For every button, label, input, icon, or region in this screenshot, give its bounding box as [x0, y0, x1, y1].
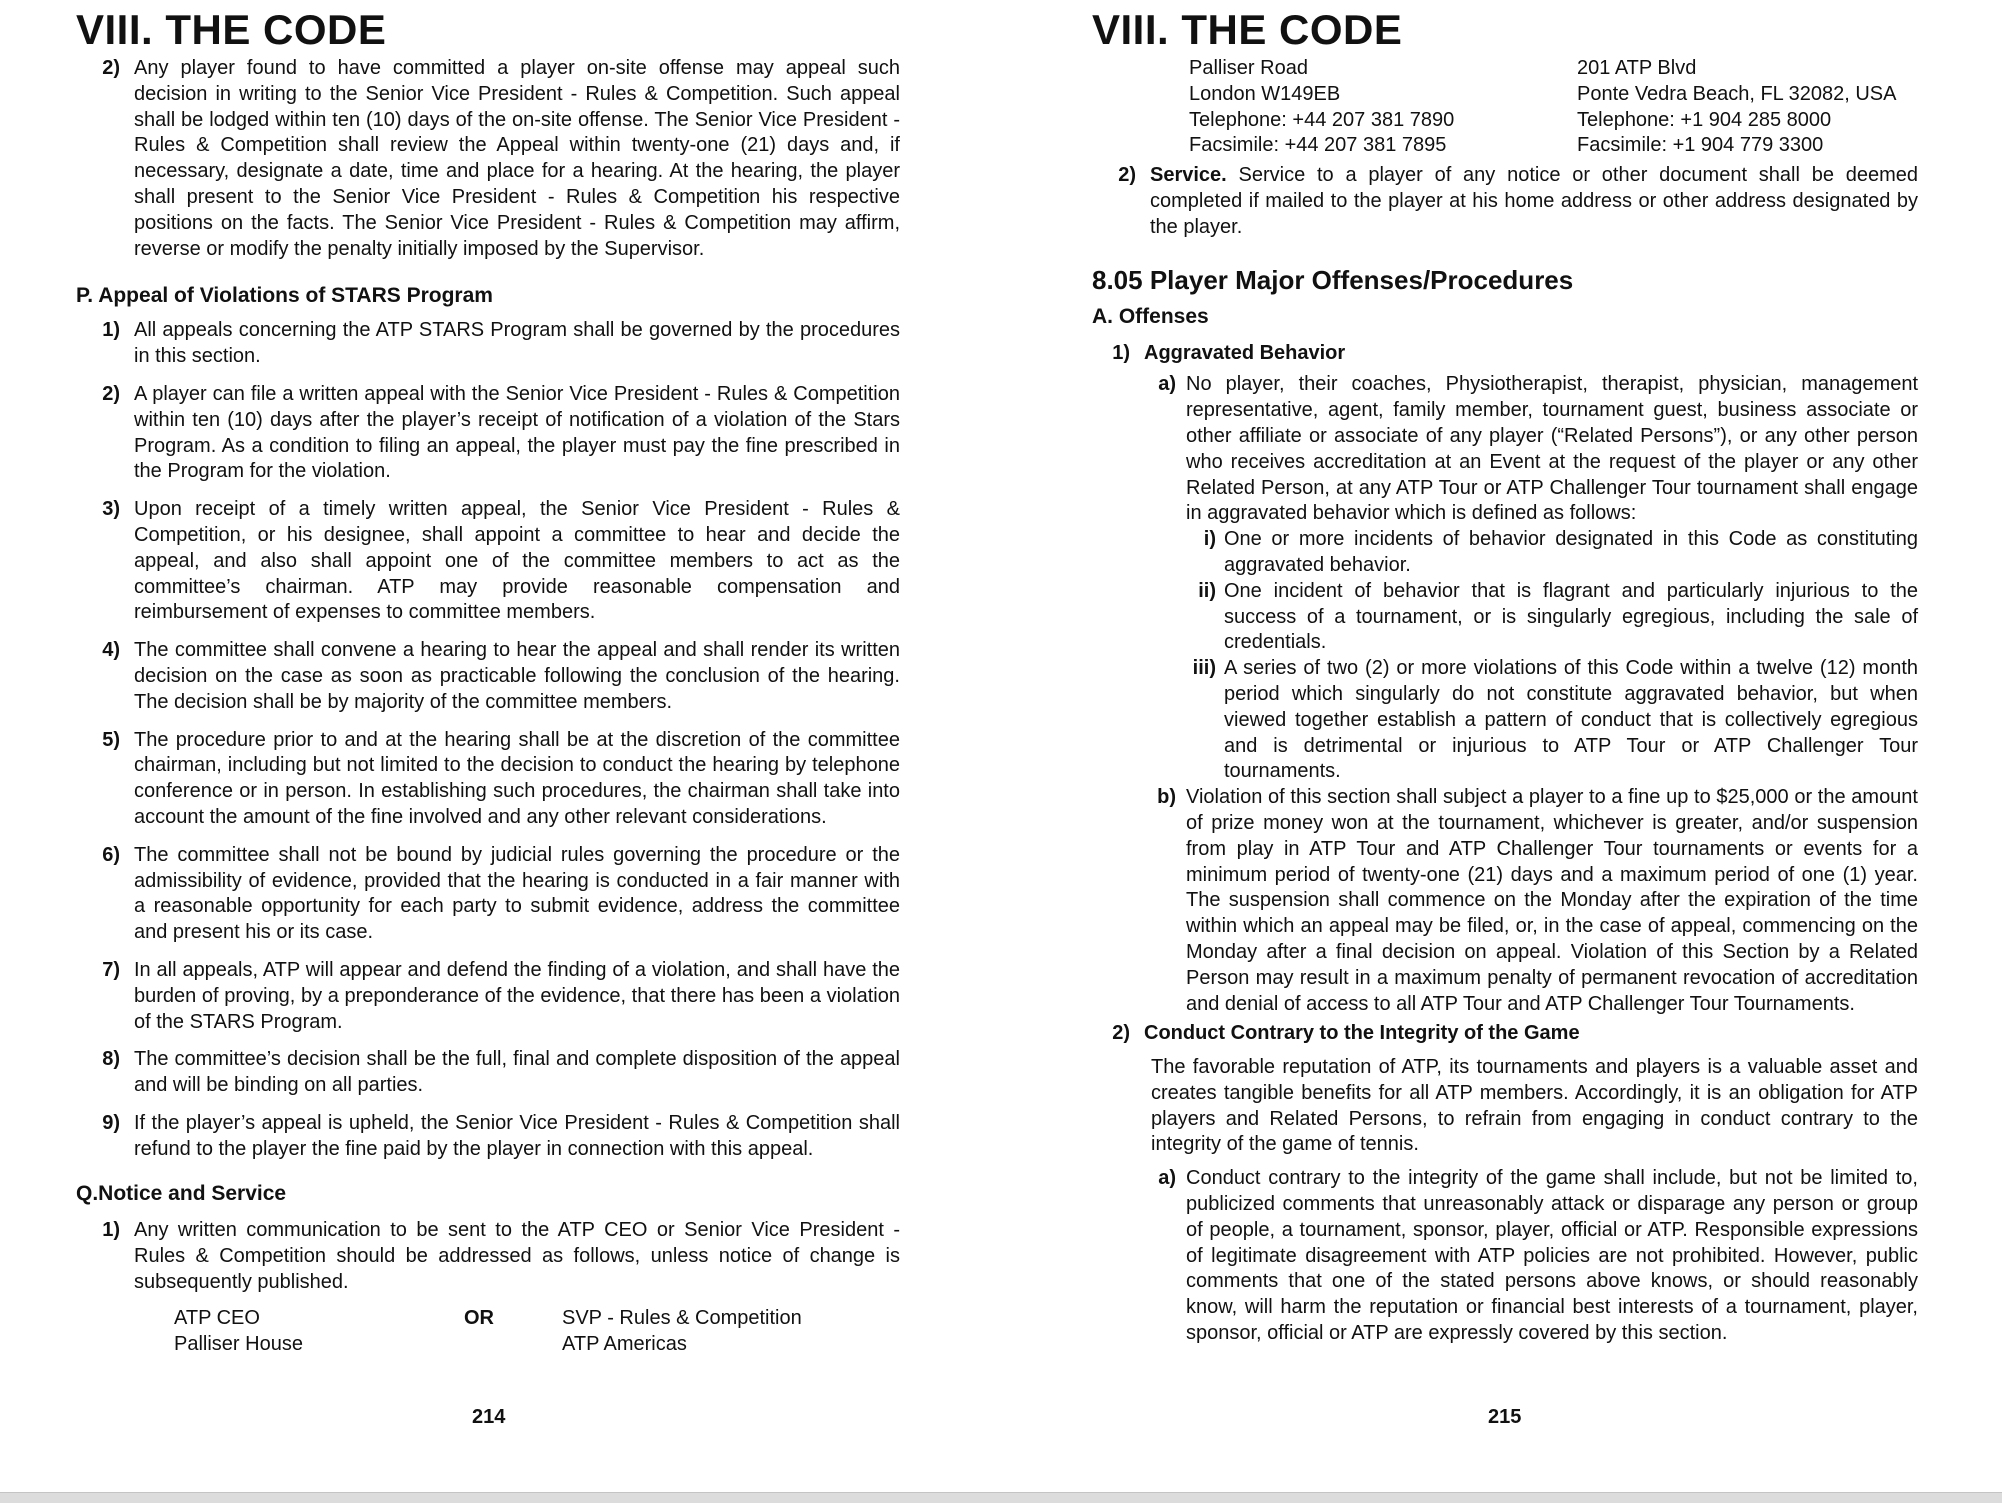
item-number: 2): [1118, 164, 1136, 187]
item-text: Upon receipt of a timely written appeal, the Senior Vice President - Rules & Competition, or his designee, shall appoint a committee to hear and decide the appeal, and also shall appoint one of the committee members to act as the committee’s chairman. ATP may provide reasonable compensation and reimbursement of expenses to committee members.: [134, 498, 900, 624]
item-number: 1): [102, 1219, 120, 1242]
item-text: Any written communication to be sent to the ATP CEO or Senior Vice President - Rules & Competition should be addressed as follows, unless notice of change is subsequently published.: [134, 1219, 900, 1294]
item-number: 8): [102, 1048, 120, 1071]
item-title: Aggravated Behavior: [1144, 341, 1346, 364]
conduct-list: [1144, 1166, 1918, 1347]
address-line: Telephone: +1 904 285 8000: [1577, 108, 1832, 131]
item-text: Violation of this section shall subject a player to a fine up to $25,000 or the amount of prize money won at the tournament, whichever is greater, and/or suspension from play in ATP Tour and ATP Challenger Tour tournaments or events for a minimum period of twenty-one (21) days and a maximum period of one (1) year. The suspension shall commence on the Monday after the expiration of the time within which an appeal may be filed, or, in the case of appeal, commencing on the Monday after a final decision on appeal. Violation of this Section by a Related Person may result in a maximum penalty of permanent revocation of accreditation and denial of access to all ATP Tour and ATP Challenger Tour Tournaments.: [1186, 786, 1918, 1015]
item-number: 5): [102, 728, 120, 751]
list-item: [1144, 785, 1918, 1017]
item-text: All appeals concerning the ATP STARS Program shall be governed by the procedures in this section.: [134, 319, 900, 368]
item-number: 2): [102, 57, 120, 79]
item-text: If the player’s appeal is upheld, the Senior Vice President - Rules & Competition shall refund to the player the fine paid by the player in connection with this appeal.: [134, 1111, 900, 1160]
list-item: [76, 843, 900, 946]
item-number: a): [1158, 373, 1176, 396]
item-text: One incident of behavior that is flagrant and particularly injurious to the success of a tournament, or is singularly egregious, including the sale of credentials.: [1224, 579, 1918, 654]
list-item: [76, 1047, 900, 1099]
left-page: [76, 0, 900, 1490]
item-number: 4): [102, 639, 120, 662]
list-item: [76, 728, 900, 831]
list-item: [76, 382, 900, 485]
section-title-p: P. Appeal of Violations of STARS Program: [76, 284, 493, 308]
address-line: ATP Americas: [562, 1332, 687, 1355]
section-heading: 8.05 Player Major Offenses/Procedures: [1092, 264, 1574, 295]
address-block: [174, 1306, 900, 1358]
address-line: ATP CEO: [174, 1306, 260, 1329]
right-page: [1092, 0, 1918, 1490]
item-number: 6): [102, 843, 120, 866]
item-number: 7): [102, 958, 120, 981]
item-text: In all appeals, ATP will appear and defend the finding of a violation, and shall have the burden of proving, by a preponderance of the evidence, that there has been a violation of the STARS Program.: [134, 958, 900, 1033]
item-text: Any player found to have committed a player on-site offense may appeal such decision in writing to the Senior Vice President - Rules & Competition. Such appeal shall be lodged within ten (10) days of the on-site offense. The Senior Vice President - Rules & Competition shall review the Appeal within twenty-one (21) days and, if necessary, designate a date, time and place for a hearing. At the hearing, the player shall present to the Senior Vice President - Rules & Competition his respective positions on the facts. The Senior Vice President - Rules & Competition may affirm, reverse or modify the penalty initially imposed by the Supervisor.: [134, 57, 900, 260]
item-text: A series of two (2) or more violations of this Code within a twelve (12) month period which singularly do not constitute aggravated behavior, but when viewed together establish a pattern of conduct that is collectively egregious and is detrimental or injurious to ATP Tour or ATP Challenger Tour tournaments.: [1224, 657, 1918, 783]
address-line: Facsimile: +1 904 779 3300: [1577, 134, 1824, 157]
list-item: [1186, 579, 1918, 656]
item-number: a): [1158, 1167, 1176, 1190]
item-number: 9): [102, 1111, 120, 1134]
item-number: 1): [102, 319, 120, 342]
list-item: [1186, 656, 1918, 785]
item-number: b): [1157, 786, 1176, 809]
list-item-title: [1092, 341, 1918, 367]
paragraph: The favorable reputation of ATP, its tournaments and players is a valuable asset and creates tangible benefits for all ATP members. Accordingly, it is an obligation for ATP players and Related Persons, to refrain from engaging in conduct contrary to the integrity of the game of tennis.: [1151, 1056, 1918, 1156]
item-number: 3): [102, 498, 120, 521]
page-header: VIII. THE CODE: [1092, 6, 1403, 53]
item-text: The committee shall not be bound by judicial rules governing the procedure or the admissibility of evidence, provided that the hearing is conducted in a fair manner with a reasonable opportunity for each party to submit evidence, address the committee and present his or its case.: [134, 843, 900, 944]
address-line: Telephone: +44 207 381 7890: [1189, 108, 1455, 131]
item-text: No player, their coaches, Physiotherapist, therapist, physician, management representative, agent, family member, tournament guest, business associate or other affiliate or associate of any player (“Related Persons”), or any other person who receives accreditation at an Event at the request of the player or any other Related Person, at any ATP Tour or ATP Challenger Tour tournament shall engage in aggravated behavior which is defined as follows:: [1186, 373, 1918, 525]
item-number: 2): [1112, 1022, 1130, 1045]
sub-list: [1186, 527, 1918, 785]
address-line: Ponte Vedra Beach, FL 32082, USA: [1577, 82, 1897, 105]
address-line: Palliser House: [174, 1332, 303, 1355]
item-number: ii): [1198, 579, 1216, 602]
subsection-title: A. Offenses: [1092, 304, 1209, 328]
address-line: London W149EB: [1189, 82, 1341, 105]
service-text: Service to a player of any notice or other document shall be deemed completed if mailed to the player at his home address or other address designated by the player.: [1150, 164, 1918, 238]
or-label: OR: [464, 1306, 494, 1329]
page-header: VIII. THE CODE: [76, 6, 387, 53]
list-item: [1144, 1166, 1918, 1347]
list-item: [76, 318, 900, 370]
list-item: [1186, 527, 1918, 579]
item-text: Conduct contrary to the integrity of the game shall include, but not be limited to, publicized comments that unreasonably attack or disparage any person or group of people, a tournament, sponsor, player, official or ATP. Responsible expressions of legitimate disagreement with ATP policies are not prohibited. However, public comments that one of the stated persons above knows, or should reasonably know, will harm the reputation or financial best interests of a tournament, player, sponsor, official or ATP are expressly covered by this section.: [1186, 1167, 1918, 1345]
item-number: i): [1203, 528, 1216, 551]
item-text: One or more incidents of behavior designated in this Code as constituting aggravated behavior.: [1224, 528, 1918, 576]
item-text: The committee’s decision shall be the full, final and complete disposition of the appeal and will be binding on all parties.: [134, 1048, 900, 1097]
item-text: [1150, 163, 1918, 240]
address-line: Palliser Road: [1189, 57, 1308, 79]
item-text: A player can file a written appeal with the Senior Vice President - Rules & Competition within ten (10) days after the player’s receipt of notification of a violation of the Stars Program. As a condition to filing an appeal, the player must pay the fine prescribed in the Program for the violation.: [134, 382, 900, 483]
list-item: [76, 958, 900, 1035]
address-line: 201 ATP Blvd: [1577, 57, 1697, 79]
section-title-q: Q.Notice and Service: [76, 1182, 287, 1206]
item-text: The committee shall convene a hearing to hear the appeal and shall render its written decision on the case as soon as practicable following the conclusion of the hearing. The decision shall be by majority of the committee members.: [134, 639, 900, 713]
address-line: SVP - Rules & Competition: [562, 1306, 802, 1329]
list-item: [76, 1218, 900, 1295]
item-number: 2): [102, 382, 120, 405]
address-line: Facsimile: +44 207 381 7895: [1189, 134, 1447, 157]
item-text: The procedure prior to and at the hearing shall be at the discretion of the committee chairman, including but not limited to the decision to conduct the hearing by telephone conference or in person. In establishing such procedures, the chairman shall take into account the amount of the fine involved and any other relevant considerations.: [134, 728, 900, 828]
list-item: [1092, 163, 1918, 240]
list-item: [76, 638, 900, 715]
service-label: Service.: [1150, 164, 1227, 187]
list-item: [76, 1111, 900, 1163]
address-block: [1189, 56, 1918, 159]
section-p-list: [76, 318, 900, 1162]
page-number: 214: [472, 1406, 506, 1428]
item-number: iii): [1192, 657, 1216, 680]
list-item: [1144, 372, 1918, 527]
list-item-title: [1092, 1021, 1918, 1047]
bottom-bar: [0, 1492, 2002, 1503]
aggravated-list: [1144, 372, 1918, 1017]
list-item: [76, 497, 900, 626]
item-number: 1): [1112, 341, 1130, 364]
list-item: [76, 56, 900, 262]
item-title: Conduct Contrary to the Integrity of the Game: [1144, 1022, 1580, 1045]
page-number: 215: [1488, 1406, 1522, 1428]
